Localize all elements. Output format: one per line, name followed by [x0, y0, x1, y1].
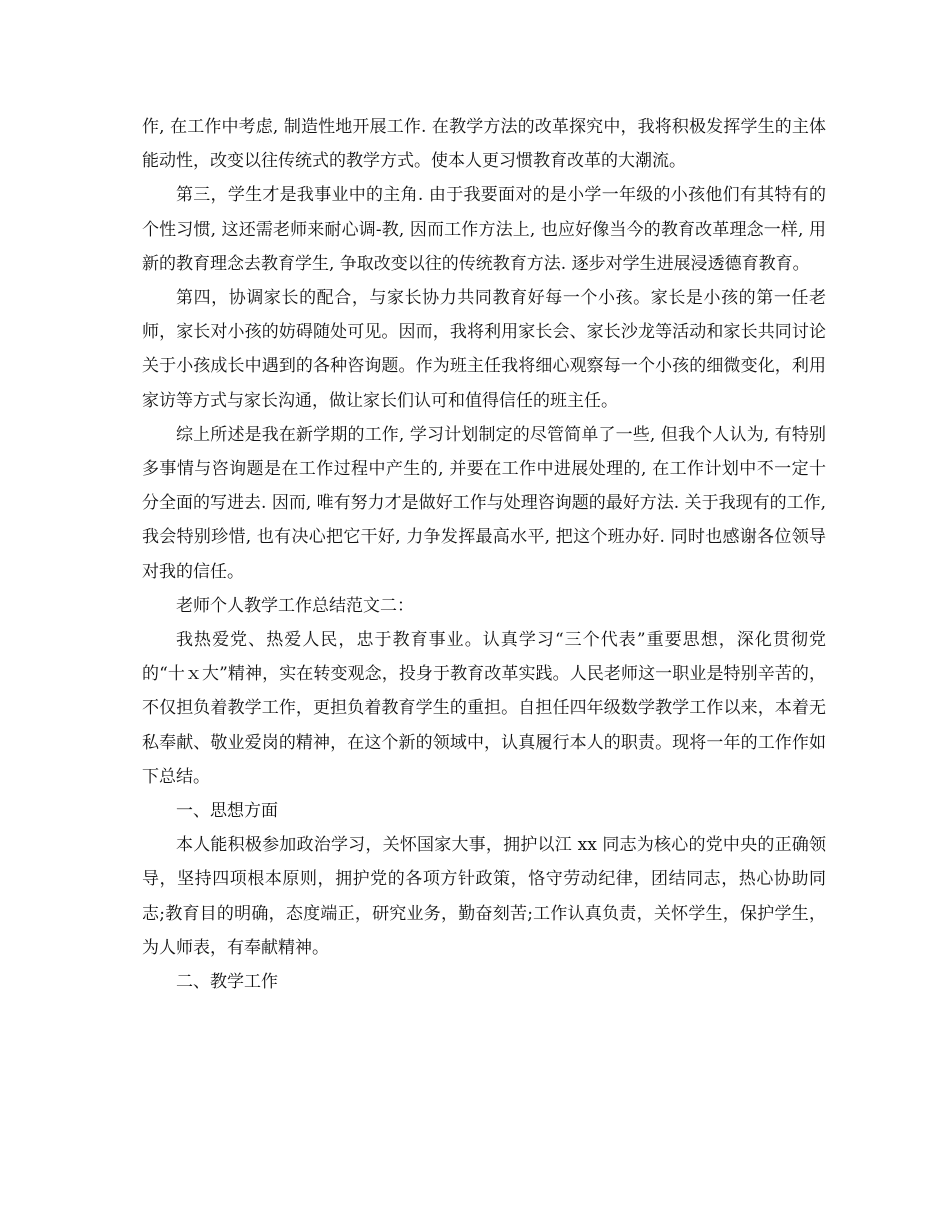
section-heading-teaching-work: 二、教学工作	[176, 972, 278, 993]
section-heading-ideology: 一、思想方面	[176, 801, 278, 822]
paragraph-fourth-point: 第四，协调家长的配合，与家长协力共同教育好每一个小孩。家长是小孩的第一任老师，家长对小孩的妨碍随处可见。因而，我将利用家长会、家长沙龙等活动和家长共同讨论关于小孩成长中遇到的各种咨询题。作为班主任我将细心观察每一个小孩的细微变化，利用家访等方式与家长沟通，做让家长们认可和值得信任的班主任。	[142, 288, 826, 411]
paragraph-summary: 综上所述是我在新学期的工作, 学习计划制定的尽管简单了一些, 但我个人认为, 有特别多事情与咨询题是在工作过程中产生的, 并要在工作中进展处理的, 在工作计划中不一定十分全面的写进去. 因而, 唯有努力才是做好工作与处理咨询题的最好方法. 关于我现有的工作, 我会特别珍惜, 也有决心把它干好, 力争发挥最高水平, 把这个班办好. 同时也感谢各位领导对我的信任。	[142, 424, 826, 582]
paragraph-introduction: 我热爱党、热爱人民，忠于教育事业。认真学习“三个代表”重要思想，深化贯彻党的“十ｘ大”精神，实在转变观念，投身于教育改革实践。人民老师这一职业是特别辛苦的，不仅担负着教学工作，更担负着教育学生的重担。自担任四年级数学教学工作以来，本着无私奉献、敬业爱岗的精神，在这个新的领域中，认真履行本人的职责。现将一年的工作作如下总结。	[142, 630, 826, 787]
paragraph-continuation: 作, 在工作中考虑, 制造性地开展工作. 在教学方法的改革探究中，我将积极发挥学生的主体能动性，改变以往传统式的教学方式。使本人更习惯教育改革的大潮流。	[142, 117, 826, 172]
paragraph-ideology: 本人能积极参加政治学习，关怀国家大事，拥护以江 xx 同志为核心的党中央的正确领导，坚持四项根本原则，拥护党的各项方针政策，恪守劳动纪律，团结同志，热心协助同志;教育目的明确，态度端正，研究业务，勤奋刻苦;工作认真负责，关怀学生，保护学生，为人师表，有奉献精神。	[142, 835, 826, 958]
document-body	[142, 110, 826, 999]
section-heading-sample-two: 老师个人教学工作总结范文二：	[176, 595, 414, 616]
paragraph-third-point: 第三，学生才是我事业中的主角. 由于我要面对的是小学一年级的小孩他们有其特有的个性习惯, 这还需老师来耐心调-教, 因而工作方法上, 也应好像当今的教育改革理念一样, 用新的教育理念去教育学生, 争取改变以往的传统教育方法. 逐步对学生进展浸透德育教育。	[142, 185, 826, 274]
